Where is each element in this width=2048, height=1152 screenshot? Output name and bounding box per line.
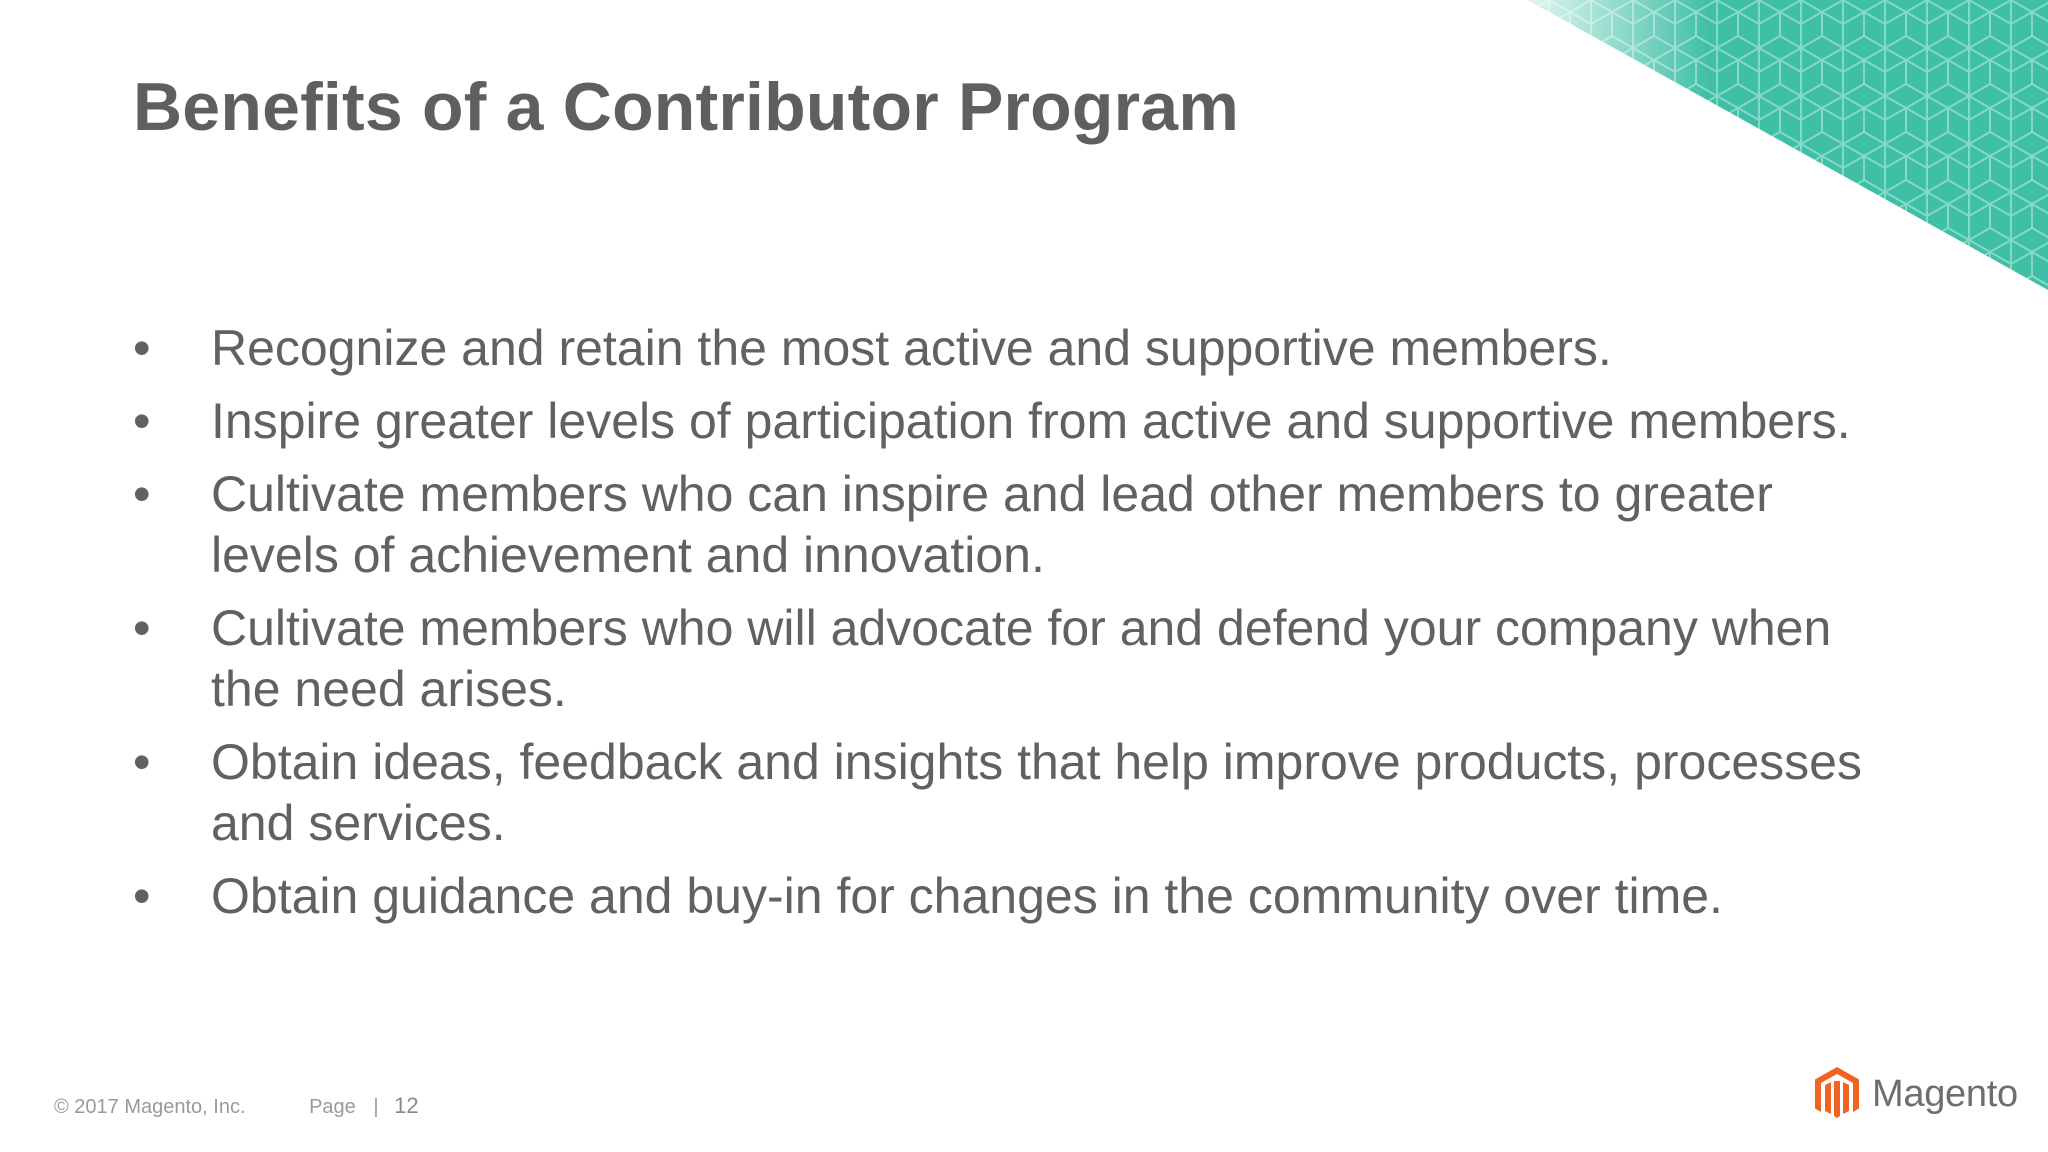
bullet-list: [133, 318, 1913, 939]
page-separator: |: [373, 1096, 379, 1118]
bullet-marker: •: [133, 868, 151, 924]
slide-title: Benefits of a Contributor Program: [133, 69, 1239, 145]
bullet-text: Cultivate members who can inspire and lead other members to greater levels of achievement and innovation.: [211, 466, 1773, 583]
bullet-text: Recognize and retain the most active and supportive members.: [211, 320, 1612, 376]
bullet-marker: •: [133, 466, 151, 522]
bullet-item: [133, 391, 1913, 452]
bullet-item: [133, 318, 1913, 379]
bullet-text: Inspire greater levels of participation from active and supportive members.: [211, 393, 1851, 449]
bullet-marker: •: [133, 320, 151, 376]
bullet-marker: •: [133, 734, 151, 790]
page-indicator: [309, 1093, 419, 1119]
bullet-text: Obtain guidance and buy-in for changes in the community over time.: [211, 868, 1723, 924]
bullet-text: Cultivate members who will advocate for and defend your company when the need arises.: [211, 600, 1832, 717]
decorative-cube-pattern: [1528, 0, 2048, 290]
slide-footer: [54, 1093, 419, 1119]
magento-logo-icon: [1812, 1065, 1862, 1123]
copyright-text: © 2017 Magento, Inc.: [54, 1096, 246, 1118]
bullet-item: [133, 732, 1913, 854]
bullet-text: Obtain ideas, feedback and insights that help improve products, processes and services.: [211, 734, 1862, 851]
page-label: Page: [309, 1096, 356, 1118]
page-number: 12: [394, 1093, 419, 1118]
bullet-item: [133, 464, 1913, 586]
bullet-marker: •: [133, 393, 151, 449]
brand-logo: [1812, 1063, 2018, 1125]
bullet-marker: •: [133, 600, 151, 656]
bullet-item: [133, 866, 1913, 927]
brand-name: Magento: [1872, 1072, 2018, 1115]
bullet-item: [133, 598, 1913, 720]
